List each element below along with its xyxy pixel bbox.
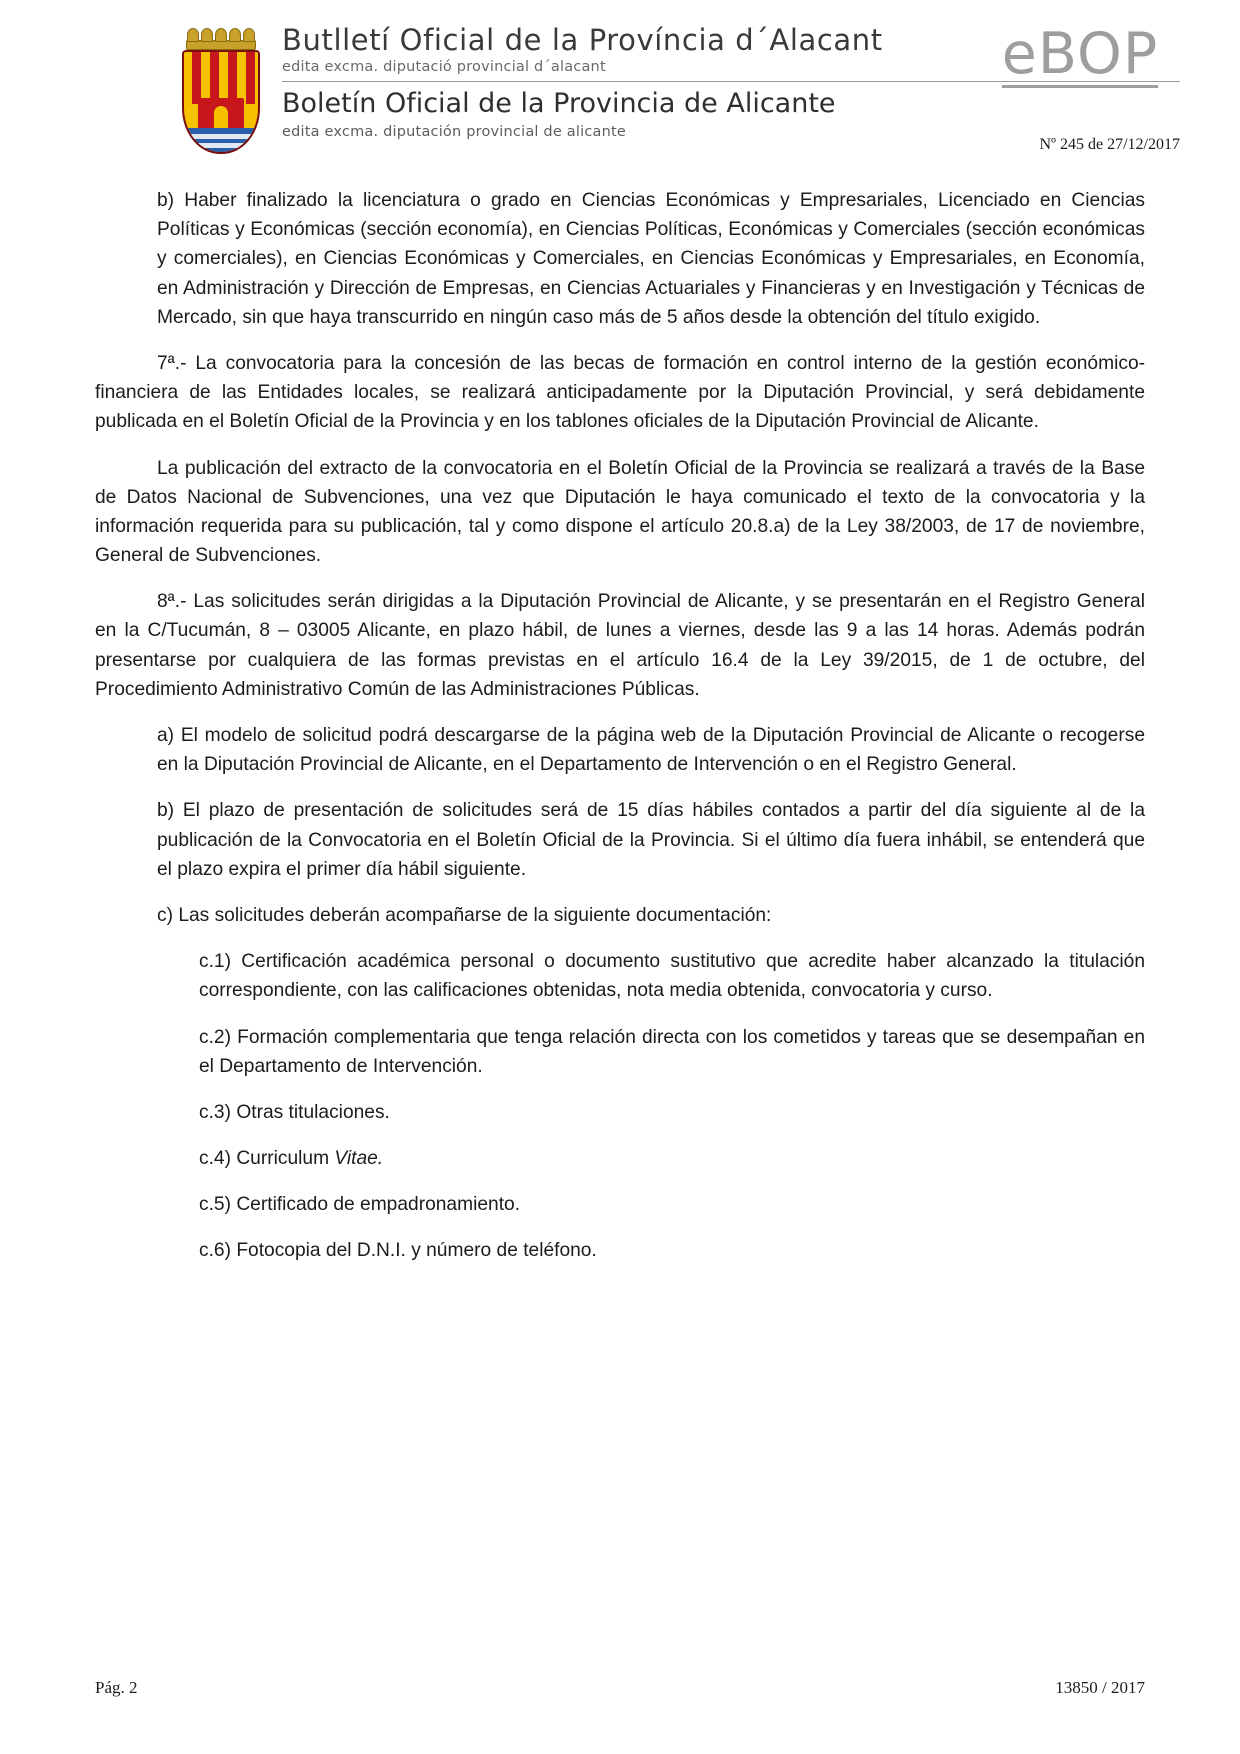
- paragraph-clause-7-publicacion: La publicación del extracto de la convocatoria en el Boletín Oficial de la Provincia se realizará a través de la Base de Datos Nacional de Subvenciones, una vez que Diputación le haya comunicado el texto de la convocatoria y la información requerida para su publicación, tal y como dispone el artículo 20.8.a) de la Ley 38/2003, de 17 de noviembre, General de Subvenciones.: [95, 457, 1145, 567]
- document-reference: 13850 / 2017: [1055, 1678, 1145, 1697]
- shield-icon: [182, 50, 260, 154]
- issue-number: Nº 245 de 27/12/2017: [1039, 136, 1180, 153]
- paragraph-item-a-modelo-solicitud: a) El modelo de solicitud podrá descargarse de la página web de la Diputación Provincial de Alicante o recogerse en la Diputación Provincial de Alicante, en el Departamento de Intervención o en el Registro General.: [157, 725, 1145, 776]
- castle-icon: [198, 98, 244, 130]
- paragraph-item-b-titulacion: b) Haber finalizado la licenciatura o grado en Ciencias Económicas y Empresariales, Licenciado en Ciencias Políticas y Económicas (sección economía), en Ciencias Políticas, Económicas y Comerciales (sección económicas y comerciales), en Ciencias Económicas y Comerciales, en Ciencias Económicas y Empresariales, en Economía, en Administración y Dirección de Empresas, en Ciencias Actuariales y Financieras y en Investigación y Técnicas de Mercado, sin que haya transcurrido en ningún caso más de 5 años desde la obtención del título exigido.: [157, 190, 1145, 328]
- bulletin-title-spanish: Boletín Oficial de la Provincia de Alicante: [282, 88, 836, 120]
- document-header: [0, 0, 1240, 170]
- coat-of-arms-icon: [178, 24, 264, 159]
- paragraph-item-c-documentacion: c) Las solicitudes deberán acompañarse de la siguiente documentación:: [157, 904, 772, 926]
- paragraph-clause-8: 8ª.- Las solicitudes serán dirigidas a la Diputación Provincial de Alicante, y se presentarán en el Registro General en la C/Tucumán, 8 – 03005 Alicante, en plazo hábil, de lunes a viernes, desde las 9 a las 14 horas. Además podrán presentarse por cualquiera de las formas previstas en el artículo 16.4 de la Ley 39/2015, de 1 de octubre, del Procedimiento Administrativo Común de las Administraciones Públicas.: [95, 591, 1145, 700]
- page-number: Pág. 2: [95, 1678, 138, 1697]
- curriculum-label: c.4) Curriculum: [199, 1148, 335, 1170]
- paragraph-item-c4-curriculum: [95, 1144, 1145, 1173]
- paragraph-item-c5-empadronamiento: c.5) Certificado de empadronamiento.: [199, 1194, 521, 1216]
- bulletin-subtitle-spanish: edita excma. diputación provincial de alicante: [282, 123, 626, 140]
- paragraph-item-c1-certificacion: c.1) Certificación académica personal o documento sustitutivo que acredite haber alcanzado la titulación correspondiente, con las calificaciones obtenidas, nota media obtenida, convocatoria y curso.: [199, 951, 1145, 1002]
- bulletin-subtitle-catalan: edita excma. diputació provincial d´alacant: [282, 59, 606, 76]
- curriculum-vitae-italic: Vitae.: [334, 1148, 384, 1170]
- waves-icon: [184, 128, 258, 152]
- paragraph-clause-7: 7ª.- La convocatoria para la concesión de las becas de formación en control interno de la gestión económico-financiera de las Entidades locales, se realizará anticipadamente por la Diputación Provincial, y será debidamente publicada en el Boletín Oficial de la Provincia y en los tablones oficiales de la Diputación Provincial de Alicante.: [95, 352, 1145, 433]
- ebop-logo: eBOP: [1001, 21, 1159, 87]
- document-body: [0, 170, 1240, 1266]
- crown-icon: [186, 24, 256, 50]
- document-footer: [0, 1678, 1240, 1698]
- paragraph-item-c2-formacion: c.2) Formación complementaria que tenga relación directa con los cometidos y tareas que se desempañan en el Departamento de Intervención.: [199, 1026, 1145, 1077]
- bulletin-title-catalan: Butlletí Oficial de la Província d´Alacant: [282, 23, 883, 57]
- paragraph-item-b-plazo: b) El plazo de presentación de solicitudes será de 15 días hábiles contados a partir del día siguiente al de la publicación de la Convocatoria en el Boletín Oficial de la Provincia. Si el último día fuera inhábil, se entenderá que el plazo expira el primer día hábil siguiente.: [157, 800, 1145, 880]
- ebop-branding: [980, 21, 1180, 154]
- paragraph-item-c3-otras-titulaciones: c.3) Otras titulaciones.: [199, 1101, 390, 1123]
- paragraph-item-c6-dni: c.6) Fotocopia del D.N.I. y número de teléfono.: [199, 1240, 597, 1262]
